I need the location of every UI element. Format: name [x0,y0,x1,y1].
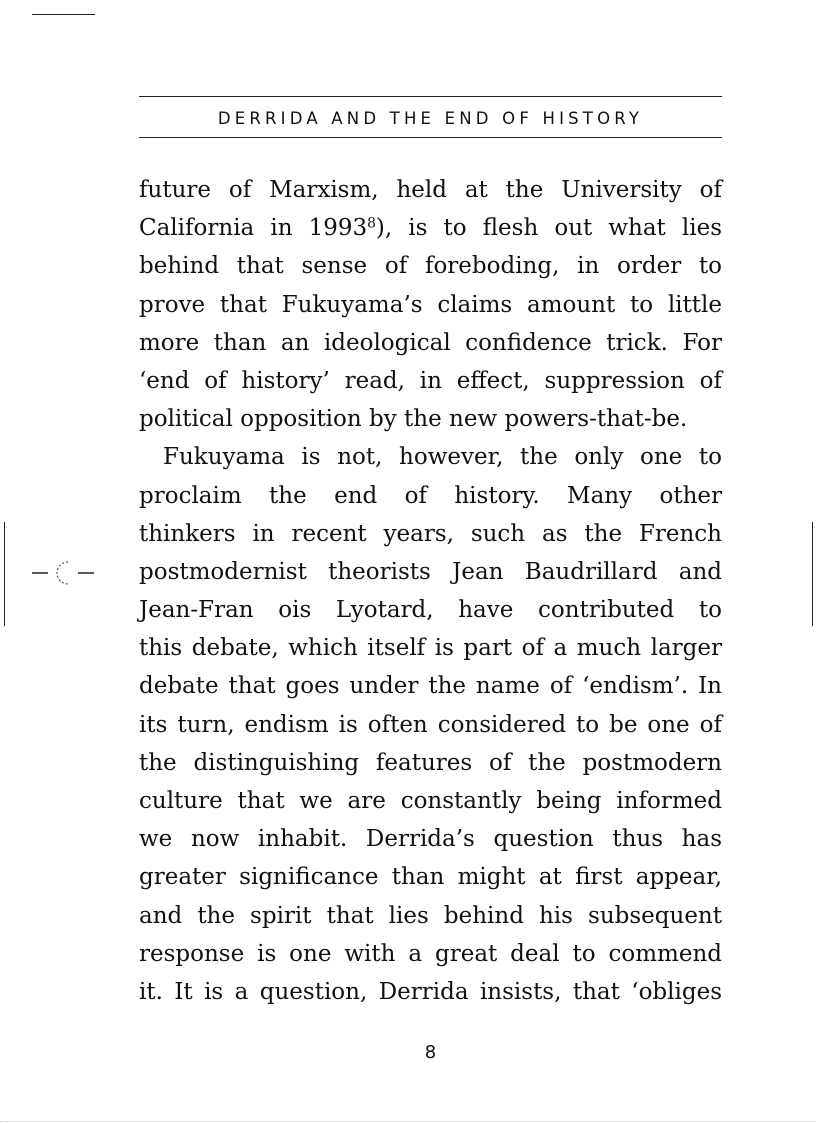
text-line: debate that goes under the name of ‘endism’. In [139,673,722,700]
footnote-ref: 8 [367,215,376,232]
header-rule-bottom [139,137,722,138]
text-line: postmodernist theorists Jean Baudrillard and [139,558,722,585]
text-line: this debate, which itself is part of a much larger [139,635,722,662]
crop-mark-left [4,522,5,626]
text-line: Fukuyama is not, however, the only one to [163,444,722,471]
registration-mark-icon [30,558,96,588]
text-line: culture that we are constantly being informed [139,788,722,814]
text-line: greater significance than might at first appear, [139,864,722,891]
running-head: DERRIDA AND THE END OF HISTORY [217,109,644,128]
text-line: future of Marxism, held at the University of [139,177,722,203]
text-line: the distinguishing features of the postmodern [139,749,722,776]
body-text [139,171,722,1011]
text-line: it. It is a question, Derrida insists, that ‘obliges [139,978,722,1005]
text-line: and the spirit that lies behind his subsequent [139,902,722,929]
text-line: proclaim the end of history. Many other [139,482,722,509]
text-line: its turn, endism is often considered to be one of [139,711,722,738]
text-line: ‘end of history’ read, in effect, suppression of [139,367,722,394]
text-line: thinkers in recent years, such as the French [139,520,722,547]
text-line: California in 1993$^8$), is to flesh out what lies [139,215,723,242]
text-line: political opposition by the new powers-that-be. [139,406,688,433]
text-line: behind that sense of foreboding, in order to [139,253,722,280]
header-rule-top [139,96,722,97]
page-number: 8 [424,1042,437,1063]
text-line: Jean-Fran ois Lyotard, have contributed to [139,597,722,624]
crop-mark-top [32,14,95,15]
text-line: we now inhabit. Derrida’s question thus has [139,826,722,853]
crop-mark-right [812,522,813,626]
text-line: more than an ideological confidence trick. For [139,329,722,356]
text-line: response is one with a great deal to commend [139,940,722,967]
page-bottom-edge [0,1121,816,1122]
text-line: prove that Fukuyama’s claims amount to little [139,291,722,318]
